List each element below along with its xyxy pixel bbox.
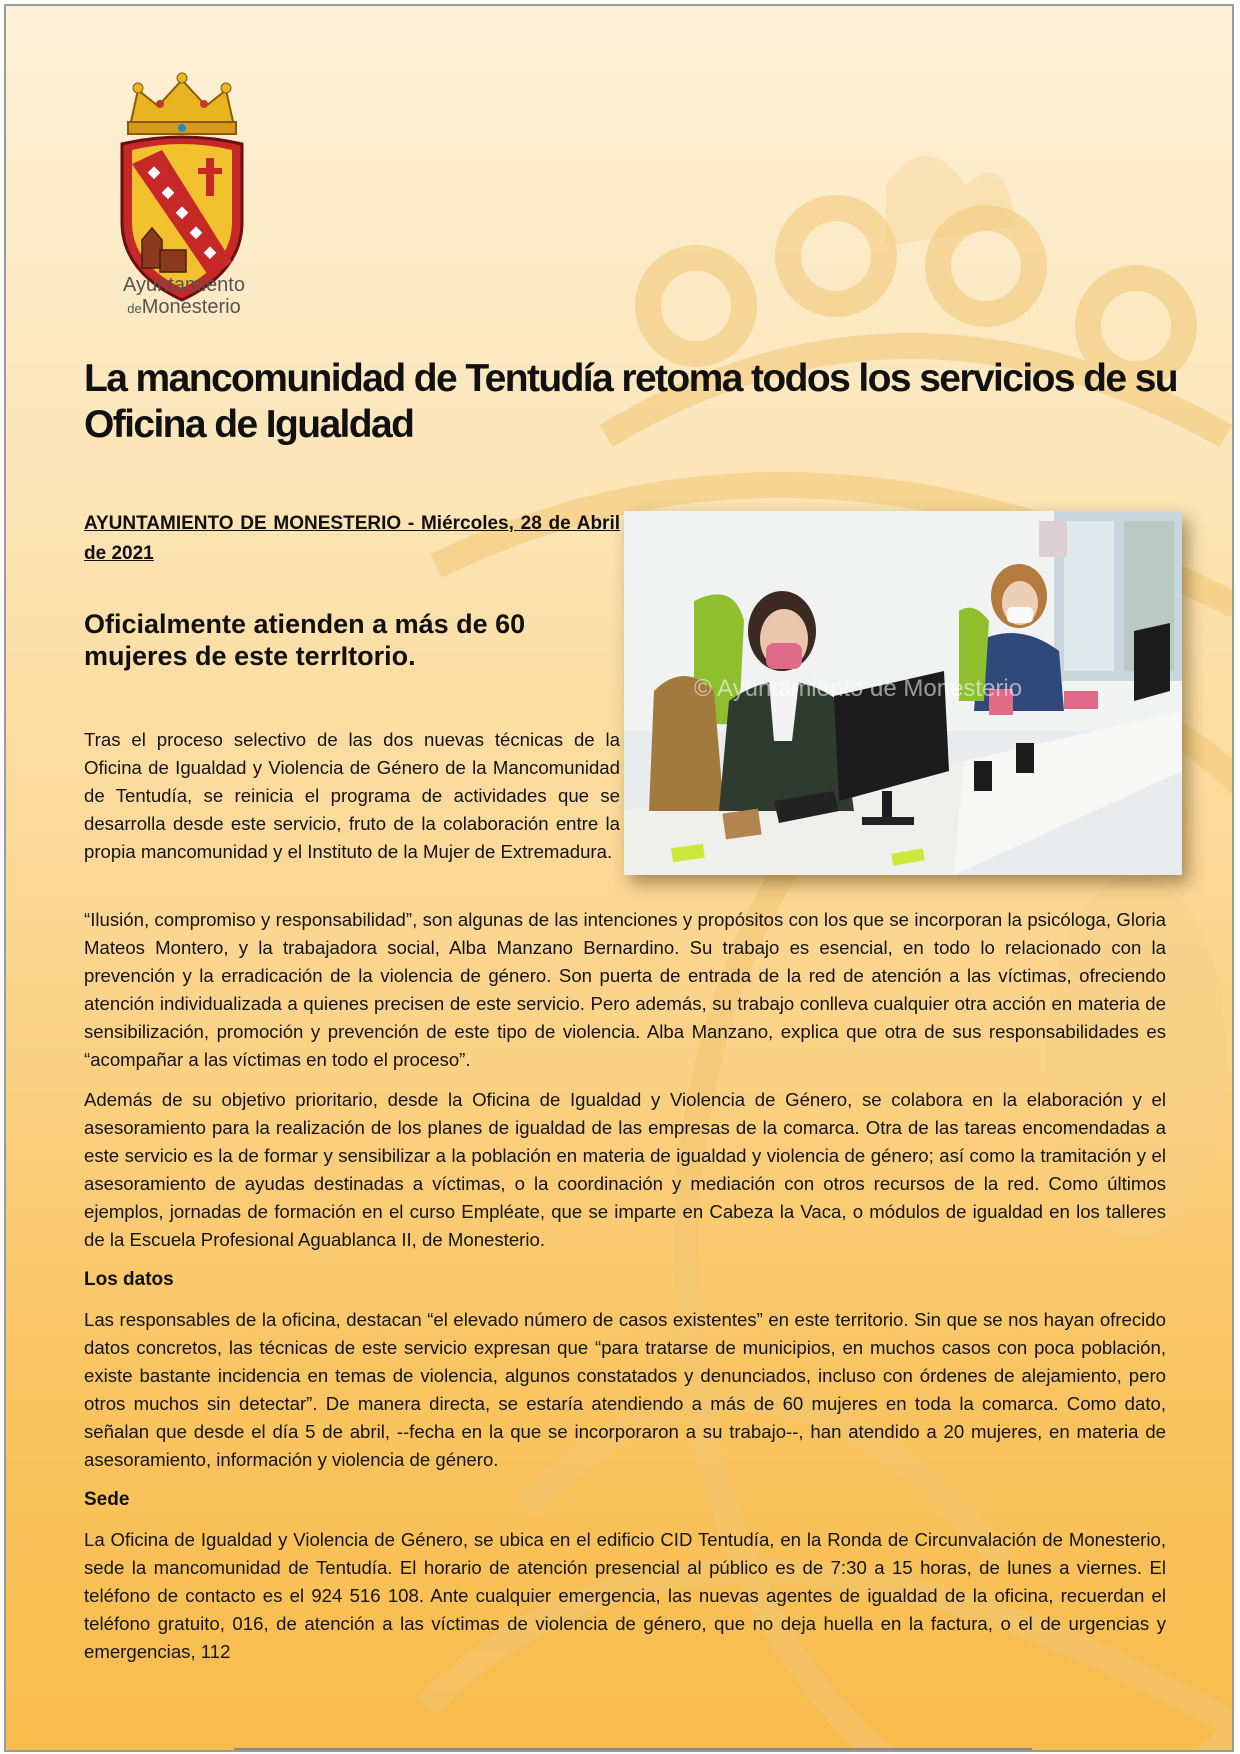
crown-icon — [128, 73, 236, 134]
paragraph-intro: Tras el proceso selectivo de las dos nuevas técnicas de la Oficina de Igualdad y Violencia de Género de la Mancomunidad de Tentudía, se reinicia el programa de actividades que se desarrolla desde este servicio, fruto de la colaboración entre la propia mancomunidad y el Instituto de la Mujer de Extremadura. — [84, 729, 620, 862]
article-headline: La mancomunidad de Tentudía retoma todos los servicios de su Oficina de Igualdad — [84, 357, 1178, 446]
paragraph-3: Además de su objetivo prioritario, desde la Oficina de Igualdad y Violencia de Género, se colabora en la elaboración y el asesoramiento para la realización de los planes de igualdad de las empresas de la comarca. Otra de las tareas encomendadas a este servicio es la de formar y sensibilizar a la población en materia de igualdad y violencia de género; así como la tramitación y el asesoramiento de ayudas destinadas a víctimas, o la coordinación y mediación con otros recursos de la red. Como últimos ejemplos, jornadas de formación en el curso Empléate, que se imparte en Cabeza la Vaca, o módulos de igualdad en los talleres de la Escuela Profesional Aguablanca II, de Monesterio. — [84, 1089, 1166, 1250]
press-release-page — [4, 4, 1234, 1752]
logo-line-1: Ayuntamiento — [123, 274, 245, 296]
logo-caption — [104, 274, 264, 320]
section-heading-datos: Los datos — [84, 1269, 174, 1290]
paragraph-datos: Las responsables de la oficina, destacan “el elevado número de casos existentes” en este territorio. Sin que se nos hayan ofrecido datos concretos, las técnicas de este servicio expresan que “para tratarse de municipios, en muchos casos con poca población, existe bastante incidencia en temas de violencia, algunos constatados y denunciados, incluso con órdenes de alejamiento, pero otros muchos sin detectar”. De manera directa, se estaría atendiendo a más de 60 mujeres en toda la comarca. Como dato, señalan que desde el día 5 de abril, --fecha en la que se incorporaron a su trabajo--, han atendido a 20 mujeres, en materia de asesoramiento, información y violencia de género. — [84, 1309, 1166, 1470]
article-dateline: AYUNTAMIENTO DE MONESTERIO - Miércoles, 28 de Abril de 2021 — [84, 513, 620, 564]
paragraph-sede: La Oficina de Igualdad y Violencia de Género, se ubica en el edificio CID Tentudía, en la Ronda de Circunvalación de Monesterio, sede la mancomunidad de Tentudía. El horario de atención presencial al público es de 7:30 a 15 horas, de lunes a viernes. El teléfono de contacto es el 924 516 108. Ante cualquier emergencia, las nuevas agentes de igualdad de la oficina, recuerdan el teléfono gratuito, 016, de atención a las víctimas de violencia de género, que no deja huella en la factura, o el de urgencias y emergencias, 112 — [84, 1529, 1166, 1662]
logo-line-2 — [104, 296, 264, 320]
photo-watermark-text: © Ayuntamiento de Monesterio — [694, 675, 1023, 702]
footer-divider — [234, 1748, 1032, 1750]
office-photo — [624, 511, 1182, 875]
logo-de: de — [127, 301, 142, 316]
section-heading-sede: Sede — [84, 1489, 130, 1510]
paragraph-2: “Ilusión, compromiso y responsabilidad”, son algunas de las intenciones y propósitos con los que se incorporan la psicóloga, Gloria Mateos Montero, y la trabajadora social, Alba Manzano Bernardino. Su trabajo es esencial, en todo lo relacionado con la prevención y la erradicación de la violencia de género. Son puerta de entrada de la red de atención a las víctimas, ofreciendo atención individualizada a quienes precisen de este servicio. Pero además, su trabajo conlleva cualquier otra acción en materia de sensibilización, promoción y prevención de este tipo de violencia. Alba Manzano, explica que otra de sus responsabilidades es “acompañar a las víctimas en todo el proceso”. — [84, 909, 1166, 1070]
article-body — [84, 906, 1166, 1678]
logo-town: Monesterio — [141, 296, 241, 318]
article-subtitle: Oficialmente atienden a más de 60 mujeres de este terrItorio. — [84, 609, 526, 671]
